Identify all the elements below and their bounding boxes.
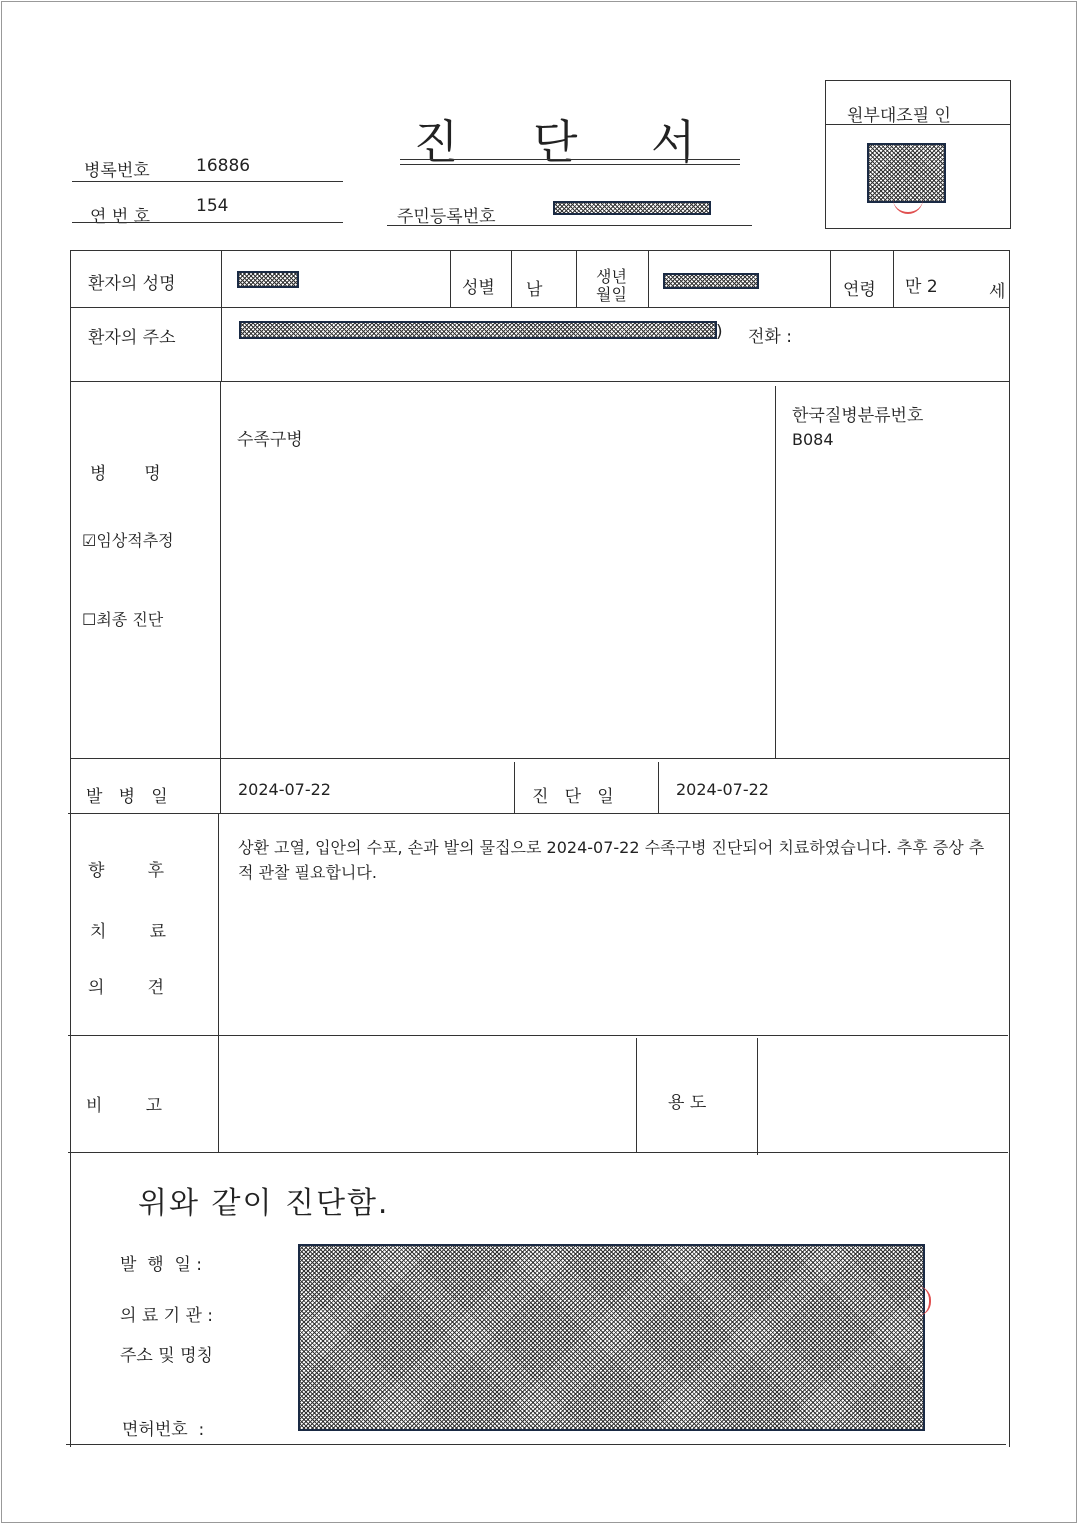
col-divider-sex-value (511, 250, 512, 307)
stamp-redacted (867, 143, 946, 203)
address-close-paren: ) (716, 322, 723, 342)
row-divider-3 (70, 758, 1010, 759)
row-divider-1 (70, 307, 1010, 308)
dob-label: 생년 월일 (596, 267, 627, 304)
clinical-estimate-checkbox: ☑임상적추정 (82, 531, 174, 550)
address-label: 환자의 주소 (88, 328, 176, 348)
serial-no-label: 연 번 호 (90, 207, 151, 227)
age-value: 만 2 (905, 277, 938, 297)
diag-date-value: 2024-07-22 (676, 780, 769, 799)
col-divider-opinion (218, 813, 219, 1035)
sex-label: 성별 (462, 278, 495, 298)
license-label: 면허번호 : (122, 1420, 205, 1440)
kcd-value: B084 (792, 430, 834, 449)
patient-name-redacted (237, 271, 299, 288)
age-label: 연령 (843, 280, 876, 300)
kcd-label: 한국질병분류번호 (792, 406, 924, 426)
title-underline (400, 159, 740, 160)
opinion-label-3: 의 견 (88, 978, 165, 998)
record-no-label: 병록번호 (84, 161, 150, 181)
row-divider-4 (68, 813, 1010, 814)
patient-name-label: 환자의 성명 (88, 274, 176, 294)
phone-label: 전화 : (748, 327, 792, 347)
resident-no-redacted (553, 201, 711, 215)
col-divider-label (221, 250, 222, 381)
serial-no-value: 154 (196, 196, 229, 216)
onset-date-value: 2024-07-22 (238, 780, 331, 799)
age-suffix: 세 (989, 282, 1006, 302)
record-no-value: 16886 (196, 156, 251, 176)
col-divider-remarks (218, 1035, 219, 1152)
statement: 위와 같이 진단함. (138, 1186, 390, 1221)
opinion-label-2: 치 료 (90, 922, 167, 942)
institution-label: 의 료 기 관 : (120, 1306, 214, 1326)
address-name-label: 주소 및 명칭 (120, 1346, 213, 1366)
col-divider-diag-date-value (658, 762, 659, 813)
record-no-underline (72, 181, 343, 182)
dob-redacted (663, 273, 759, 289)
address-redacted (239, 321, 717, 339)
col-divider-diag-date-label (514, 762, 515, 813)
serial-no-underline (72, 222, 343, 223)
row-divider-6 (68, 1152, 1008, 1153)
resident-no-underline (387, 225, 752, 226)
stamp-box-label: 원부대조필 인 (847, 106, 951, 126)
col-divider-purpose-value (757, 1038, 758, 1155)
col-divider-dob-label (576, 250, 577, 307)
opinion-label-1: 향 후 (88, 861, 165, 881)
document-title-char-2: 단 (533, 115, 580, 169)
purpose-label: 용 도 (668, 1093, 707, 1113)
col-divider-onset (220, 758, 221, 813)
row-divider-5 (68, 1035, 1008, 1036)
issuer-redacted (298, 1244, 925, 1431)
col-divider-purpose-label (636, 1038, 637, 1152)
diagnosis-name-value: 수족구병 (237, 430, 303, 450)
remarks-label: 비 고 (86, 1096, 163, 1116)
title-underline-2 (400, 164, 740, 165)
document-title-char-3: 서 (651, 115, 698, 169)
col-divider-diag (220, 381, 221, 758)
diag-date-label: 진 단 일 (532, 787, 614, 807)
sex-value: 남 (526, 280, 543, 300)
col-divider-age-label (830, 250, 831, 307)
col-divider-sex-label (450, 250, 451, 307)
document-title-char-1: 진 (414, 115, 461, 169)
col-divider-age-value (893, 250, 894, 307)
row-divider-2 (70, 381, 1010, 382)
col-divider-dob-value (648, 250, 649, 307)
final-diagnosis-checkbox: ☐최종 진단 (82, 610, 164, 629)
opinion-text: 상환 고열, 입안의 수포, 손과 발의 물집으로 2024-07-22 수족구병 진단되어 치료하였습니다. 추후 증상 추적 관찰 필요합니다. (238, 838, 985, 882)
col-divider-kcd (775, 386, 776, 758)
issue-date-label: 발 행 일 : (120, 1255, 203, 1275)
onset-date-label: 발 병 일 (86, 787, 168, 807)
diagnosis-label: 병 명 (90, 464, 161, 484)
bottom-line (66, 1444, 1006, 1445)
resident-no-label: 주민등록번호 (397, 207, 496, 227)
